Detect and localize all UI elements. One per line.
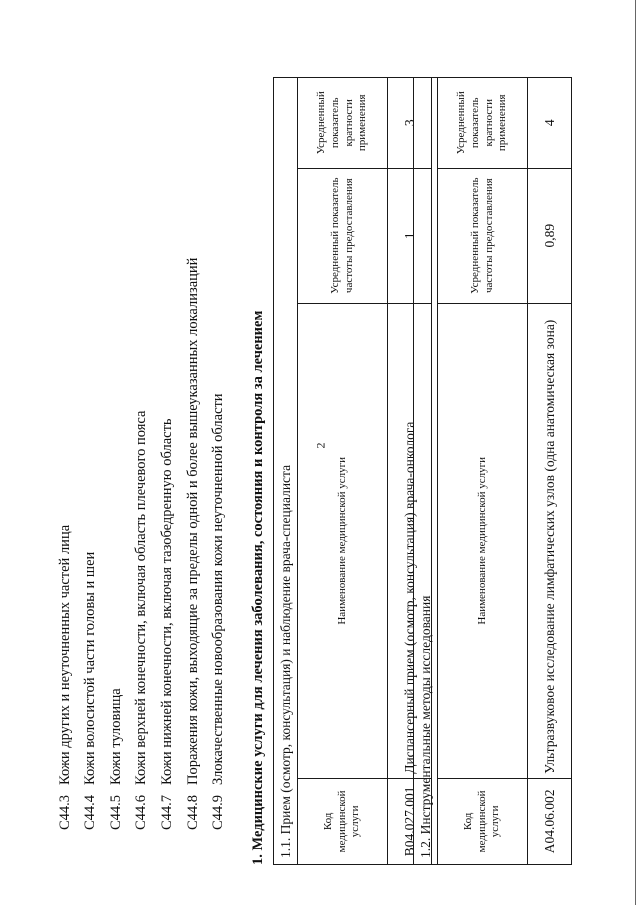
list-item: [180, 110, 206, 830]
page-edge-line: [635, 0, 636, 905]
services-table-instrumental: [413, 77, 572, 865]
diagnosis-description: Кожи верхней конечности, включая область плечевого пояса: [133, 410, 150, 785]
diagnosis-code: C44.8: [184, 794, 201, 830]
services-table-consultation: [273, 77, 432, 865]
diagnosis-code-list: [52, 110, 231, 830]
diagnosis-description: Кожи туловища: [107, 688, 124, 785]
column-header-code: Код медицинской услуги: [438, 778, 528, 864]
service-name: Диспансерный прием (осмотр, консультация) врача-онколога: [388, 303, 432, 778]
section-title: Медицинские услуги для лечения заболевания, состояния и контроля за лечением: [250, 310, 266, 851]
column-header-code: Код медицинской услуги: [298, 778, 388, 864]
service-code: B04.027.001: [388, 778, 432, 864]
list-item: [154, 110, 180, 830]
table-caption: 1.1. Прием (осмотр, консультация) и наблюдение врача-специалиста: [274, 78, 298, 865]
diagnosis-description: Кожи волосистой части головы и шеи: [82, 551, 99, 785]
diagnosis-description: Поражения кожи, выходящие за пределы одной и более вышеуказанных локализаций: [184, 257, 201, 785]
service-code: A04.06.002: [528, 778, 572, 864]
diagnosis-description: Злокачественные новообразования кожи неуточненной области: [210, 393, 227, 785]
list-item: [129, 110, 155, 830]
diagnosis-code: C44.4: [82, 794, 99, 830]
diagnosis-description: Кожи нижней конечности, включая тазобедренную область: [158, 418, 175, 785]
column-header-frequency: Усредненный показатель частоты предоставления: [438, 168, 528, 303]
diagnosis-code: C44.7: [158, 794, 175, 830]
list-item: [103, 110, 129, 830]
section-heading: [250, 115, 267, 865]
service-multiplicity: 3: [388, 78, 432, 169]
column-header-multiplicity: Усредненный показатель кратности применения: [438, 78, 528, 169]
service-multiplicity: 4: [528, 78, 572, 169]
diagnosis-code: C44.5: [107, 794, 124, 830]
diagnosis-code: C44.6: [133, 794, 150, 830]
diagnosis-code: C44.3: [56, 794, 73, 830]
column-header-frequency: Усредненный показатель частоты предоставления: [298, 168, 388, 303]
section-number: 1.: [250, 854, 266, 865]
column-header-name: Наименование медицинской услуги: [438, 303, 528, 778]
list-item: [52, 110, 78, 830]
column-header-multiplicity: Усредненный показатель кратности применения: [298, 78, 388, 169]
page-number: 2: [313, 442, 328, 449]
service-frequency: 0,89: [528, 168, 572, 303]
service-frequency: 1: [388, 168, 432, 303]
list-item: [206, 110, 232, 830]
table-caption: 1.2. Инструментальные методы исследования: [414, 78, 438, 865]
list-item: [78, 110, 104, 830]
table-row: [528, 78, 572, 865]
diagnosis-description: Кожи других и неуточненных частей лица: [56, 524, 73, 785]
service-name: Ультразвуковое исследование лимфатических узлов (одна анатомическая зона): [528, 303, 572, 778]
diagnosis-code: C44.9: [210, 794, 227, 830]
column-header-name: Наименование медицинской услуги: [298, 303, 388, 778]
